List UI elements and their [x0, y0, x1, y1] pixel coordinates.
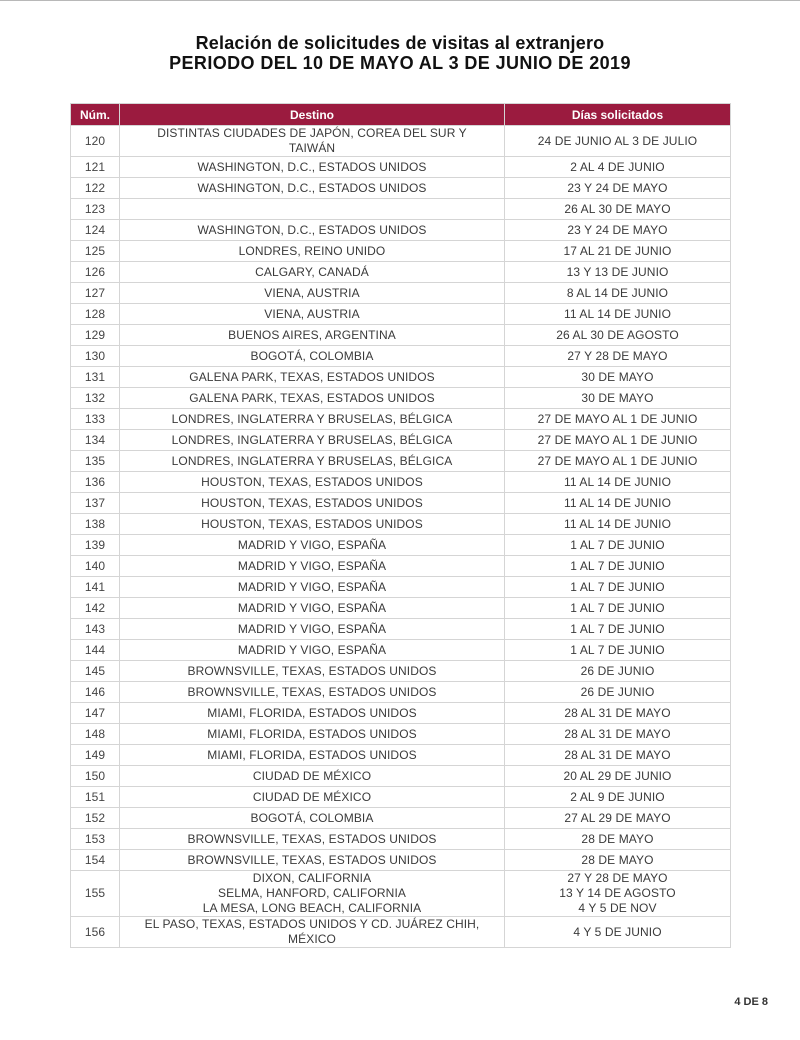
cell-destino: VIENA, AUSTRIA — [120, 304, 505, 325]
table-row — [71, 917, 731, 948]
cell-destino: MADRID Y VIGO, ESPAÑA — [120, 619, 505, 640]
cell-num: 155 — [71, 871, 120, 917]
cell-dias: 26 AL 30 DE AGOSTO — [505, 325, 731, 346]
cell-line: SELMA, HANFORD, CALIFORNIA — [218, 886, 406, 900]
cell-num: 138 — [71, 514, 120, 535]
table-row — [71, 178, 731, 199]
cell-num: 132 — [71, 388, 120, 409]
cell-dias — [505, 871, 731, 917]
table-row — [71, 640, 731, 661]
cell-dias: 11 AL 14 DE JUNIO — [505, 514, 731, 535]
cell-num: 144 — [71, 640, 120, 661]
cell-destino — [120, 871, 505, 917]
cell-line: 13 Y 14 DE AGOSTO — [559, 886, 676, 900]
cell-destino: MADRID Y VIGO, ESPAÑA — [120, 577, 505, 598]
cell-num: 146 — [71, 682, 120, 703]
table-row — [71, 472, 731, 493]
title-line-2: PERIODO DEL 10 DE MAYO AL 3 DE JUNIO DE 2019 — [169, 53, 631, 73]
cell-dias: 26 DE JUNIO — [505, 661, 731, 682]
table-row — [71, 241, 731, 262]
cell-dias: 27 Y 28 DE MAYO — [505, 346, 731, 367]
cell-destino: CIUDAD DE MÉXICO — [120, 787, 505, 808]
cell-destino: BROWNSVILLE, TEXAS, ESTADOS UNIDOS — [120, 850, 505, 871]
table-row — [71, 850, 731, 871]
table-row — [71, 262, 731, 283]
cell-num: 121 — [71, 157, 120, 178]
cell-destino — [120, 199, 505, 220]
cell-destino: WASHINGTON, D.C., ESTADOS UNIDOS — [120, 157, 505, 178]
cell-destino: VIENA, AUSTRIA — [120, 283, 505, 304]
cell-destino: BROWNSVILLE, TEXAS, ESTADOS UNIDOS — [120, 829, 505, 850]
cell-dias: 30 DE MAYO — [505, 367, 731, 388]
cell-num: 128 — [71, 304, 120, 325]
table-row — [71, 787, 731, 808]
header-destino: Destino — [120, 104, 505, 126]
table-row — [71, 283, 731, 304]
cell-destino: LONDRES, INGLATERRA Y BRUSELAS, BÉLGICA — [120, 409, 505, 430]
cell-destino: BOGOTÁ, COLOMBIA — [120, 808, 505, 829]
cell-line: TAIWÁN — [288, 141, 336, 155]
cell-destino — [120, 917, 505, 948]
cell-destino: BROWNSVILLE, TEXAS, ESTADOS UNIDOS — [120, 661, 505, 682]
table-row — [71, 493, 731, 514]
table-row — [71, 745, 731, 766]
table-row — [71, 126, 731, 157]
cell-num: 145 — [71, 661, 120, 682]
table-row — [71, 514, 731, 535]
table-row — [71, 766, 731, 787]
cell-dias: 1 AL 7 DE JUNIO — [505, 556, 731, 577]
cell-destino: GALENA PARK, TEXAS, ESTADOS UNIDOS — [120, 367, 505, 388]
cell-num: 156 — [71, 917, 120, 948]
cell-destino: GALENA PARK, TEXAS, ESTADOS UNIDOS — [120, 388, 505, 409]
cell-destino: WASHINGTON, D.C., ESTADOS UNIDOS — [120, 220, 505, 241]
cell-line: 4 Y 5 DE NOV — [578, 901, 657, 915]
cell-num: 150 — [71, 766, 120, 787]
cell-dias: 27 DE MAYO AL 1 DE JUNIO — [505, 451, 731, 472]
cell-dias: 1 AL 7 DE JUNIO — [505, 577, 731, 598]
cell-destino: MADRID Y VIGO, ESPAÑA — [120, 598, 505, 619]
table-row — [71, 871, 731, 917]
requests-table — [70, 103, 731, 948]
cell-num: 148 — [71, 724, 120, 745]
table-row — [71, 535, 731, 556]
cell-num: 125 — [71, 241, 120, 262]
cell-dias: 2 AL 4 DE JUNIO — [505, 157, 731, 178]
cell-destino: MIAMI, FLORIDA, ESTADOS UNIDOS — [120, 703, 505, 724]
page-top-border — [0, 0, 800, 1]
cell-num: 123 — [71, 199, 120, 220]
cell-dias: 23 Y 24 DE MAYO — [505, 178, 731, 199]
table-row — [71, 346, 731, 367]
table-row — [71, 199, 731, 220]
cell-destino: LONDRES, REINO UNIDO — [120, 241, 505, 262]
cell-num: 124 — [71, 220, 120, 241]
cell-num: 153 — [71, 829, 120, 850]
table-row — [71, 682, 731, 703]
cell-dias: 20 AL 29 DE JUNIO — [505, 766, 731, 787]
table-row — [71, 661, 731, 682]
cell-num: 131 — [71, 367, 120, 388]
cell-destino: LONDRES, INGLATERRA Y BRUSELAS, BÉLGICA — [120, 451, 505, 472]
cell-line: MÉXICO — [288, 932, 336, 946]
cell-line: 27 Y 28 DE MAYO — [567, 871, 668, 885]
cell-destino: BROWNSVILLE, TEXAS, ESTADOS UNIDOS — [120, 682, 505, 703]
cell-num: 152 — [71, 808, 120, 829]
cell-destino: HOUSTON, TEXAS, ESTADOS UNIDOS — [120, 514, 505, 535]
cell-num: 129 — [71, 325, 120, 346]
cell-num: 141 — [71, 577, 120, 598]
cell-dias: 2 AL 9 DE JUNIO — [505, 787, 731, 808]
title-line-1: Relación de solicitudes de visitas al extranjero — [195, 33, 605, 53]
document-title — [0, 33, 800, 73]
cell-dias: 28 DE MAYO — [505, 829, 731, 850]
cell-destino: WASHINGTON, D.C., ESTADOS UNIDOS — [120, 178, 505, 199]
cell-dias: 11 AL 14 DE JUNIO — [505, 472, 731, 493]
cell-num: 142 — [71, 598, 120, 619]
table-row — [71, 598, 731, 619]
cell-destino: MIAMI, FLORIDA, ESTADOS UNIDOS — [120, 724, 505, 745]
cell-num: 130 — [71, 346, 120, 367]
table-row — [71, 451, 731, 472]
cell-dias: 17 AL 21 DE JUNIO — [505, 241, 731, 262]
cell-dias: 30 DE MAYO — [505, 388, 731, 409]
cell-destino: BOGOTÁ, COLOMBIA — [120, 346, 505, 367]
cell-destino: MADRID Y VIGO, ESPAÑA — [120, 556, 505, 577]
cell-dias: 27 AL 29 DE MAYO — [505, 808, 731, 829]
cell-num: 147 — [71, 703, 120, 724]
cell-num: 154 — [71, 850, 120, 871]
cell-num: 135 — [71, 451, 120, 472]
cell-dias: 1 AL 7 DE JUNIO — [505, 619, 731, 640]
table-row — [71, 556, 731, 577]
cell-destino: HOUSTON, TEXAS, ESTADOS UNIDOS — [120, 472, 505, 493]
cell-dias: 26 DE JUNIO — [505, 682, 731, 703]
cell-destino: BUENOS AIRES, ARGENTINA — [120, 325, 505, 346]
cell-num: 126 — [71, 262, 120, 283]
header-dias: Días solicitados — [505, 104, 731, 126]
table-row — [71, 157, 731, 178]
cell-dias: 1 AL 7 DE JUNIO — [505, 535, 731, 556]
cell-dias: 13 Y 13 DE JUNIO — [505, 262, 731, 283]
cell-dias: 23 Y 24 DE MAYO — [505, 220, 731, 241]
cell-dias: 24 DE JUNIO AL 3 DE JULIO — [505, 126, 731, 157]
table-row — [71, 829, 731, 850]
cell-num: 127 — [71, 283, 120, 304]
table-row — [71, 577, 731, 598]
cell-num: 139 — [71, 535, 120, 556]
table-row — [71, 409, 731, 430]
table-row — [71, 304, 731, 325]
cell-dias: 28 AL 31 DE MAYO — [505, 745, 731, 766]
cell-dias: 28 AL 31 DE MAYO — [505, 703, 731, 724]
cell-dias: 8 AL 14 DE JUNIO — [505, 283, 731, 304]
page-number: 4 DE 8 — [734, 996, 768, 1008]
cell-destino: MADRID Y VIGO, ESPAÑA — [120, 640, 505, 661]
cell-num: 143 — [71, 619, 120, 640]
cell-destino: HOUSTON, TEXAS, ESTADOS UNIDOS — [120, 493, 505, 514]
cell-destino: CIUDAD DE MÉXICO — [120, 766, 505, 787]
cell-destino: MADRID Y VIGO, ESPAÑA — [120, 535, 505, 556]
cell-num: 122 — [71, 178, 120, 199]
cell-dias: 27 DE MAYO AL 1 DE JUNIO — [505, 430, 731, 451]
cell-line: DIXON, CALIFORNIA — [252, 871, 372, 885]
cell-dias: 4 Y 5 DE JUNIO — [505, 917, 731, 948]
table-row — [71, 367, 731, 388]
cell-line: EL PASO, TEXAS, ESTADOS UNIDOS Y CD. JUÁREZ CHIH, — [144, 917, 480, 931]
cell-num: 137 — [71, 493, 120, 514]
table-row — [71, 430, 731, 451]
cell-num: 120 — [71, 126, 120, 157]
cell-num: 151 — [71, 787, 120, 808]
cell-dias: 26 AL 30 DE MAYO — [505, 199, 731, 220]
table-header-row — [71, 104, 731, 126]
cell-num: 136 — [71, 472, 120, 493]
cell-num: 134 — [71, 430, 120, 451]
cell-num: 149 — [71, 745, 120, 766]
table-row — [71, 325, 731, 346]
cell-dias: 28 DE MAYO — [505, 850, 731, 871]
cell-num: 140 — [71, 556, 120, 577]
cell-line: LA MESA, LONG BEACH, CALIFORNIA — [202, 901, 422, 915]
cell-destino — [120, 126, 505, 157]
cell-dias: 28 AL 31 DE MAYO — [505, 724, 731, 745]
cell-destino: LONDRES, INGLATERRA Y BRUSELAS, BÉLGICA — [120, 430, 505, 451]
cell-line: DISTINTAS CIUDADES DE JAPÓN, COREA DEL SUR Y — [157, 126, 467, 140]
table-row — [71, 724, 731, 745]
table-row — [71, 388, 731, 409]
cell-dias: 11 AL 14 DE JUNIO — [505, 493, 731, 514]
cell-dias: 1 AL 7 DE JUNIO — [505, 640, 731, 661]
cell-dias: 1 AL 7 DE JUNIO — [505, 598, 731, 619]
cell-num: 133 — [71, 409, 120, 430]
cell-destino: CALGARY, CANADÁ — [120, 262, 505, 283]
table-row — [71, 703, 731, 724]
table-row — [71, 808, 731, 829]
table-row — [71, 619, 731, 640]
cell-dias: 11 AL 14 DE JUNIO — [505, 304, 731, 325]
cell-destino: MIAMI, FLORIDA, ESTADOS UNIDOS — [120, 745, 505, 766]
table-row — [71, 220, 731, 241]
table-body — [71, 126, 731, 948]
header-num: Núm. — [71, 104, 120, 126]
cell-dias: 27 DE MAYO AL 1 DE JUNIO — [505, 409, 731, 430]
